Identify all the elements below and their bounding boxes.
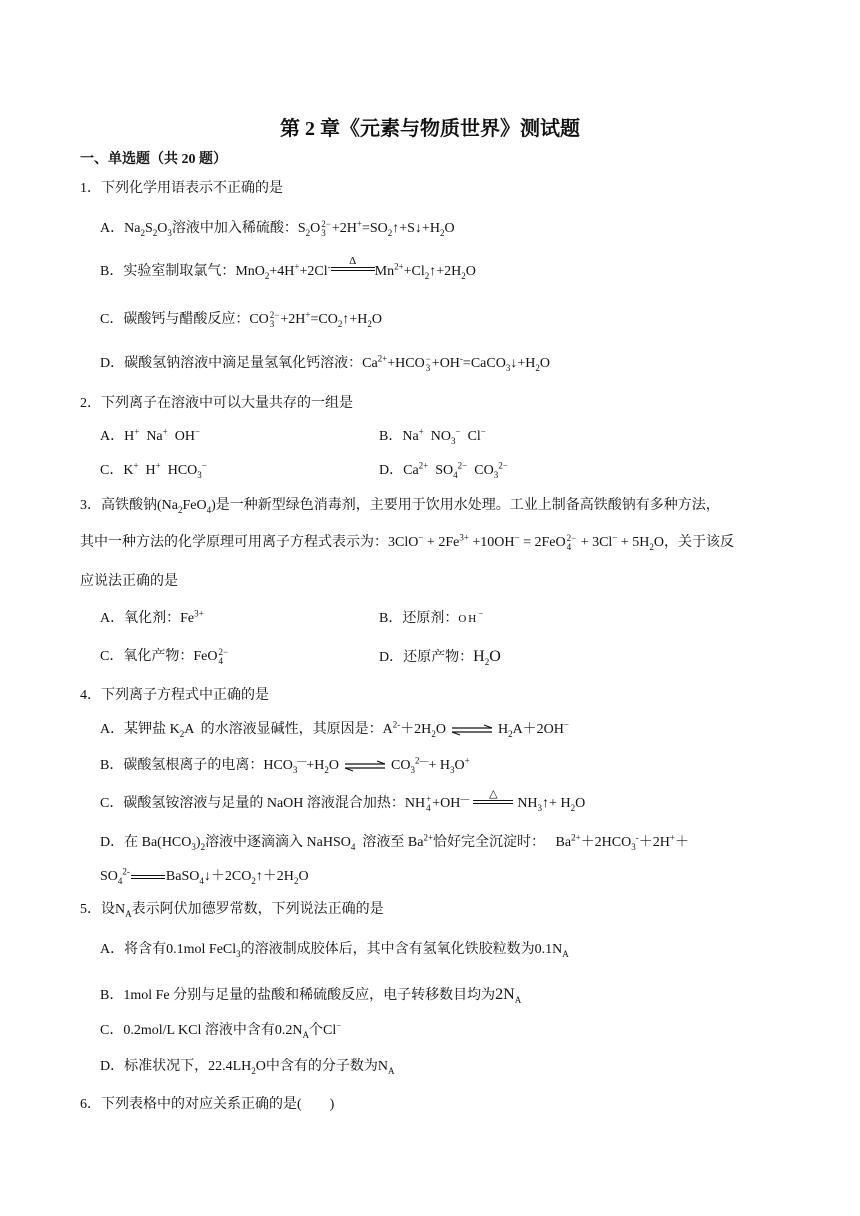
question-4-option-c: C．碳酸氢铵溶液与足量的 NaOH 溶液混合加热：NH + 4 +OH— △ $NH_3↑+ H_2O$ <box>100 788 586 813</box>
section-heading: 一、单选题（共 20 题） <box>80 152 227 167</box>
question-3-stem-line-3: 应说法正确的是 <box>80 574 178 589</box>
question-5-option-a: A．将含有0.1mol FeCl$_3$的溶液制成胶体后，其中含有氢氧化铁胶粒数为$0.1N_A$ <box>100 942 569 959</box>
question-4-option-a: A．某钾盐 $K_2A$ 的水溶液显碱性，其原因是：$A^{2-}+2H_2O$ $H_2A+2OH^-$ <box>100 719 569 739</box>
question-2-stem: 2．下列离子在溶液中可以大量共存的一组是 <box>80 396 353 411</box>
question-3-stem-line-2: 其中一种方法的化学原理可用离子方程式表示为：$3ClO^- + 2Fe^{3+} +10OH^- = 2FeO$ 2− 4 + $3Cl^- + 5H_2O$，关于该反 <box>80 532 735 552</box>
question-4-option-b: B．碳酸氢根离子的电离：$HCO_3^—+H_2O$ $CO_3^{2—}+ H_3O^+$ <box>100 755 470 775</box>
question-2-option-c: C．K+ H+ $HCO_3^-$ <box>100 460 207 480</box>
reversible-arrow-icon <box>343 760 387 772</box>
equals-sign <box>131 875 165 879</box>
question-1-option-c: C．碳酸钙与醋酸反应：CO 2− 3 $+2H^+=CO_2↑+H_2O$ <box>100 309 382 329</box>
question-3-stem-line-1: 3．高铁酸钠$(Na_2FeO_4)$是一种新型绿色消毒剂，主要用于饮用水处理。工业上制备高铁酸钠有多种方法， <box>80 498 720 515</box>
question-1-option-d: D．碳酸氢钠溶液中滴足量氢氧化钙溶液：$Ca^{2+}+HCO$ − 3 $+OH^-=CaCO_3↓+H_2O$ <box>100 353 550 373</box>
reversible-arrow-icon <box>450 724 494 736</box>
question-4-option-d-line-1: D．在 $Ba(HCO_3)_2$溶液中逐滴滴入 NaHSO$_4$ 溶液至 $Ba^{2+}$恰好完全沉淀时： $Ba^{2+}+2HCO_3^-+2H^++$ <box>100 832 689 852</box>
question-3-option-d: D．还原产物：$H_2O$ <box>379 648 501 667</box>
question-3-option-c: C．氧化产物：FeO 2− 4 <box>100 646 229 666</box>
heating-equals-sign: △ <box>473 789 513 804</box>
question-5-option-c: C．0.2mol/L KCl 溶液中含有$0.2N_A$个Cl− <box>100 1020 342 1040</box>
question-5-option-b: B．1mol Fe 分别与足量的盐酸和稀硫酸反应，电子转移数目均为$2N_A$ <box>100 986 522 1005</box>
page-title: 第 2 章《元素与物质世界》测试题 <box>280 118 580 140</box>
question-6-stem: 6．下列表格中的对应关系正确的是( ) <box>80 1097 335 1112</box>
question-1-option-a: A．$Na_2S_2O_3$溶液中加入稀硫酸：$S_2O$ 2− 3 $+2H^+=SO_2↑+S↓+H_2O$ <box>100 218 455 238</box>
question-4-stem: 4．下列离子方程式中正确的是 <box>80 688 269 703</box>
question-2-option-b: B．Na+ $NO_3^-$ Cl− <box>379 426 486 446</box>
question-2-option-a: A．H+ Na+ OH− <box>100 426 201 444</box>
question-2-option-d: D．$Ca^{2+}$ $SO_4^{2-}$ $CO_3^{2-}$ <box>379 460 508 480</box>
heating-equals-sign: Δ <box>331 256 375 271</box>
question-3-option-b: B．还原剂：OH− <box>379 608 484 626</box>
question-3-option-a: A．氧化剂：$Fe^{3+}$ <box>100 608 204 626</box>
question-5-stem: 5．设$N_A$表示阿伏加德罗常数，下列说法正确的是 <box>80 902 384 919</box>
question-4-option-d-line-2: $SO_4^{2-}$ $BaSO_4↓+2CO_2↑+2H_2O$ <box>100 866 309 886</box>
question-5-option-d: D．标准状况下，$22.4LH_2O$中含有的分子数为$N_A$ <box>100 1059 395 1076</box>
question-1-option-b: B．实验室制取氯气：MnO$_2$+4H++2Cl- Δ $Mn^{2+}+Cl_2↑+2H_2O$ <box>100 255 476 281</box>
question-1-stem: 1．下列化学用语表示不正确的是 <box>80 181 283 196</box>
